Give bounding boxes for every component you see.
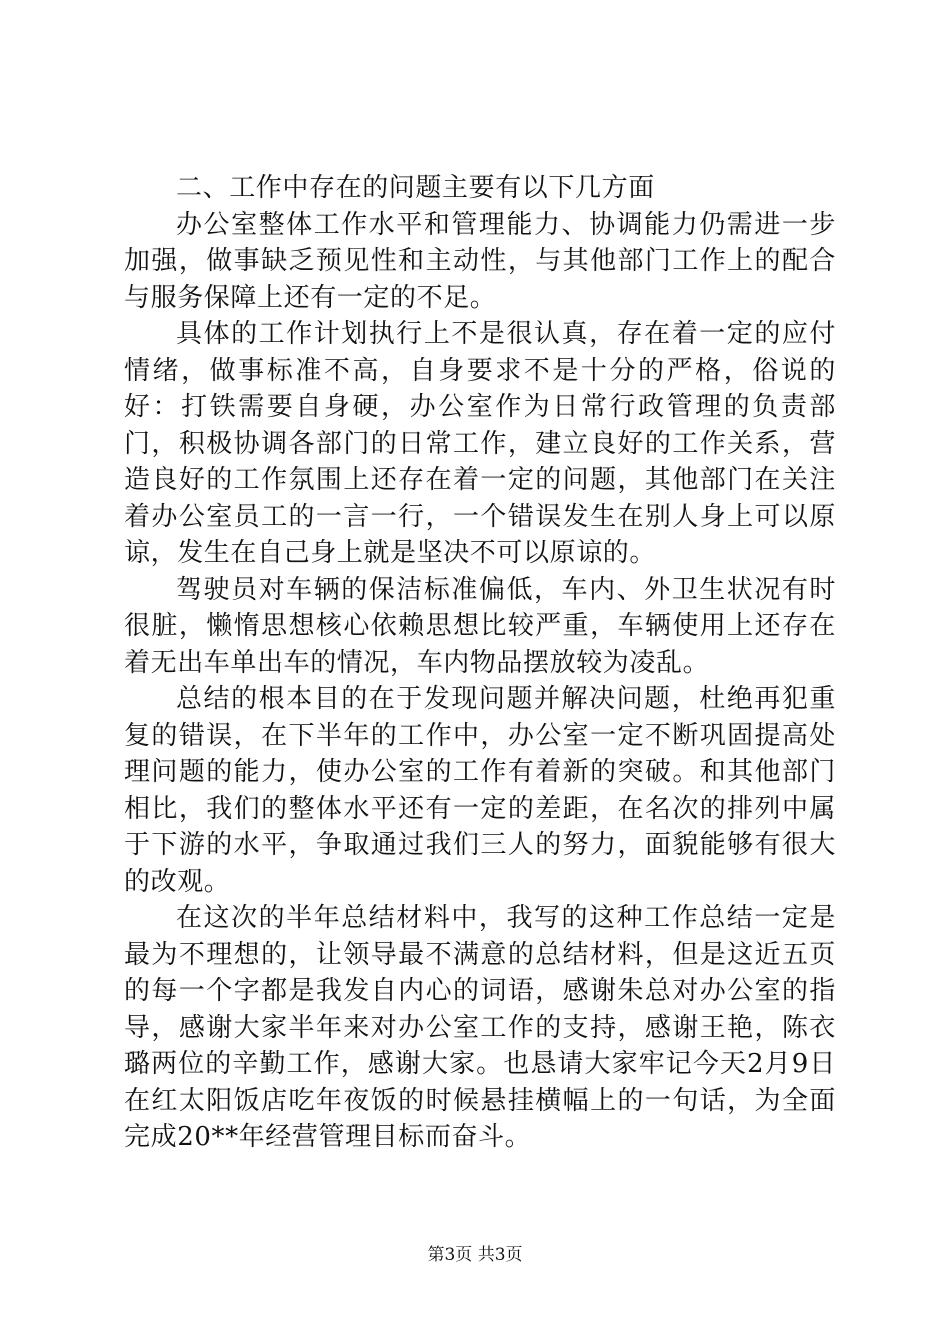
paragraph: 驾驶员对车辆的保洁标准偏低，车内、外卫生状况有时很脏，懒惰思想核心依赖思想比较严重，车辆使用上还存在着无出车单出车的情况，车内物品摆放较为凌乱。	[124, 574, 836, 678]
section-heading: 二、工作中存在的问题主要有以下几方面	[176, 173, 655, 203]
page-footer: 第3页 共3页	[427, 1245, 523, 1265]
paragraph: 具体的工作计划执行上不是很认真，存在着一定的应付情绪，做事标准不高，自身要求不是十分的严格，俗说的好：打铁需要自身硬，办公室作为日常行政管理的负责部门，积极协调各部门的日常工作，建立良好的工作关系，营造良好的工作氛围上还存在着一定的问题，其他部门在关注着办公室员工的一言一行，一个错误发生在别人身上可以原谅，发生在自己身上就是坚决不可以原谅的。	[124, 319, 836, 568]
paragraph: 办公室整体工作水平和管理能力、协调能力仍需进一步加强，做事缺乏预见性和主动性，与其他部门工作上的配合与服务保障上还有一定的不足。	[124, 209, 836, 313]
paragraph: 在这次的半年总结材料中，我写的这种工作总结一定是最为不理想的，让领导最不满意的总结材料，但是这近五页的每一个字都是我发自内心的词语，感谢朱总对办公室的指导，感谢大家半年来对办公室工作的支持，感谢王艳，陈衣璐两位的辛勤工作，感谢大家。也恳请大家牢记今天2月9日在红太阳饭店吃年夜饭的时候悬挂横幅上的一句话，为全面完成20**年经营管理目标而奋斗。	[124, 903, 836, 1152]
paragraph: 总结的根本目的在于发现问题并解决问题，杜绝再犯重复的错误，在下半年的工作中，办公室一定不断巩固提高处理问题的能力，使办公室的工作有着新的突破。和其他部门相比，我们的整体水平还有一定的差距，在名次的排列中属于下游的水平，争取通过我们三人的努力，面貌能够有很大的改观。	[124, 684, 836, 897]
document-body	[124, 170, 836, 1156]
